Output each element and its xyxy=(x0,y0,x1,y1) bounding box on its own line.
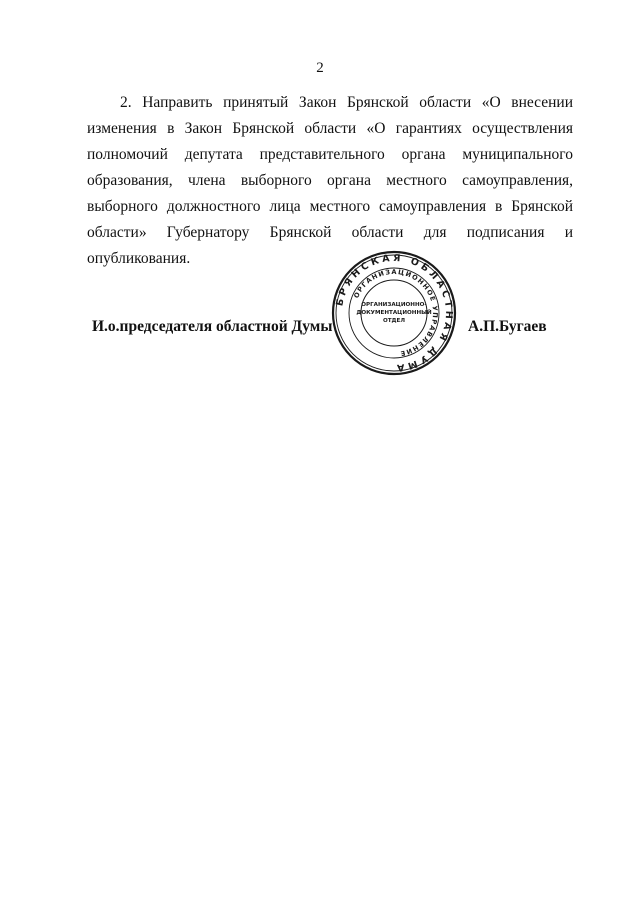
seal-center-line-1: ОРГАНИЗАЦИОННО- xyxy=(361,302,427,308)
seal-center-line-2: ДОКУМЕНТАЦИОННЫЙ xyxy=(356,310,432,316)
seal-center-line-3: ОТДЕЛ xyxy=(382,318,406,324)
signatory-title: И.о.председателя областной Думы xyxy=(92,318,333,335)
signatory-name: А.П.Бугаев xyxy=(468,318,547,335)
body-paragraph: 2. Направить принятый Закон Брянской области «О внесении изменения в Закон Брянской области «О гарантиях осуществления полномочий депутата представительного органа муниципального образования, члена выборного органа местного самоуправления, выборного должностного лица местного самоуправления в Брянской области» Губернатору Брянской области для подписания и опубликования. xyxy=(87,94,573,267)
seal-graphic xyxy=(330,249,458,377)
page-number: 2 xyxy=(316,60,324,76)
official-seal-stamp xyxy=(330,249,458,377)
seal-outer-textpath: БРЯНСКАЯ ОБЛАСТНАЯ ДУМА xyxy=(334,252,455,374)
seal-inner-ring-textpath: ОРГАНИЗАЦИОННОЕ УПРАВЛЕНИЕ xyxy=(352,267,440,358)
